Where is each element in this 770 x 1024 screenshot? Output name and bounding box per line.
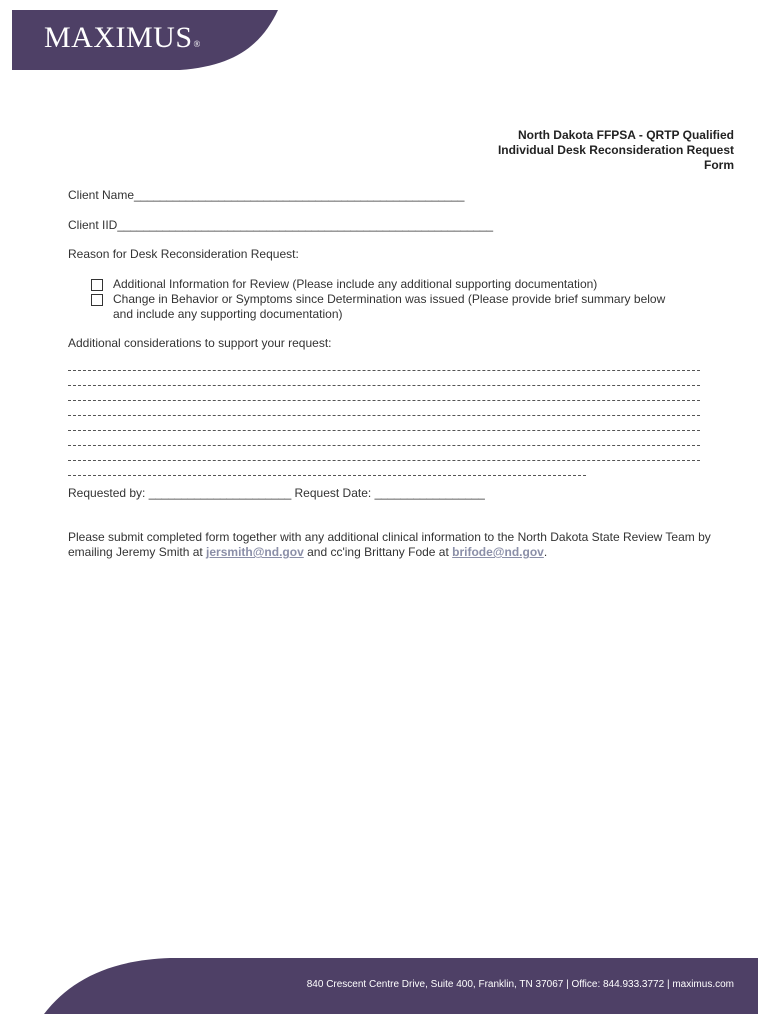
client-name-label: Client Name bbox=[68, 188, 135, 202]
requested-row bbox=[68, 486, 485, 500]
answer-line[interactable] bbox=[68, 371, 700, 386]
form-title bbox=[374, 128, 734, 173]
requested-by-label: Requested by: bbox=[68, 486, 146, 500]
answer-line[interactable] bbox=[68, 431, 700, 446]
maximus-logo bbox=[44, 20, 201, 56]
additional-considerations-area[interactable] bbox=[68, 356, 700, 476]
client-iid-field[interactable] bbox=[68, 218, 493, 232]
answer-line[interactable] bbox=[68, 446, 700, 461]
title-line-1: North Dakota FFPSA - QRTP Qualified bbox=[517, 128, 734, 142]
additional-considerations-label: Additional considerations to support your request: bbox=[68, 336, 332, 350]
answer-line[interactable] bbox=[68, 461, 586, 476]
instructions-text-2: and cc'ing Brittany Fode at bbox=[303, 545, 453, 559]
client-iid-line[interactable]: __________________________________________________________ bbox=[117, 218, 493, 232]
answer-line[interactable] bbox=[68, 401, 700, 416]
checkbox-additional-info[interactable] bbox=[91, 279, 103, 291]
logo-wordmark: MAXIMUS bbox=[44, 21, 193, 54]
checkbox-label-continuation: and include any supporting documentation) bbox=[113, 307, 343, 321]
client-name-field[interactable] bbox=[68, 188, 464, 202]
reason-label: Reason for Desk Reconsideration Request: bbox=[68, 247, 299, 261]
answer-line[interactable] bbox=[68, 356, 700, 371]
email-link-jersmith[interactable]: jersmith@nd.gov bbox=[206, 545, 304, 559]
request-date-line[interactable]: _________________ bbox=[374, 486, 485, 500]
instructions-text-1: Please submit completed form together with any additional clinical information to the North Dakota State Review Team by emailing Jeremy Smith at bbox=[68, 530, 711, 559]
client-iid-label: Client IID bbox=[68, 218, 118, 232]
requested-by-line[interactable]: ______________________ bbox=[148, 486, 292, 500]
instructions-text-3: . bbox=[543, 545, 548, 559]
title-line-2: Individual Desk Reconsideration Request bbox=[497, 143, 734, 157]
client-name-line[interactable]: ___________________________________________________ bbox=[134, 188, 465, 202]
checkbox-label-additional-info: Additional Information for Review (Please include any additional supporting documentation) bbox=[113, 277, 598, 291]
footer-address: 840 Crescent Centre Drive, Suite 400, Franklin, TN 37067 | Office: 844.933.3772 | maximus.com bbox=[306, 979, 734, 990]
submission-instructions bbox=[68, 530, 718, 560]
answer-line[interactable] bbox=[68, 386, 700, 401]
request-date-label: Request Date: bbox=[294, 486, 372, 500]
registered-mark: ® bbox=[193, 39, 201, 49]
email-link-brifode[interactable]: brifode@nd.gov bbox=[452, 545, 544, 559]
title-line-3: Form bbox=[704, 158, 734, 172]
checkbox-label-change-behavior: Change in Behavior or Symptoms since Determination was issued (Please provide brief summary below bbox=[113, 292, 666, 306]
checkbox-change-behavior[interactable] bbox=[91, 294, 103, 306]
answer-line[interactable] bbox=[68, 416, 700, 431]
